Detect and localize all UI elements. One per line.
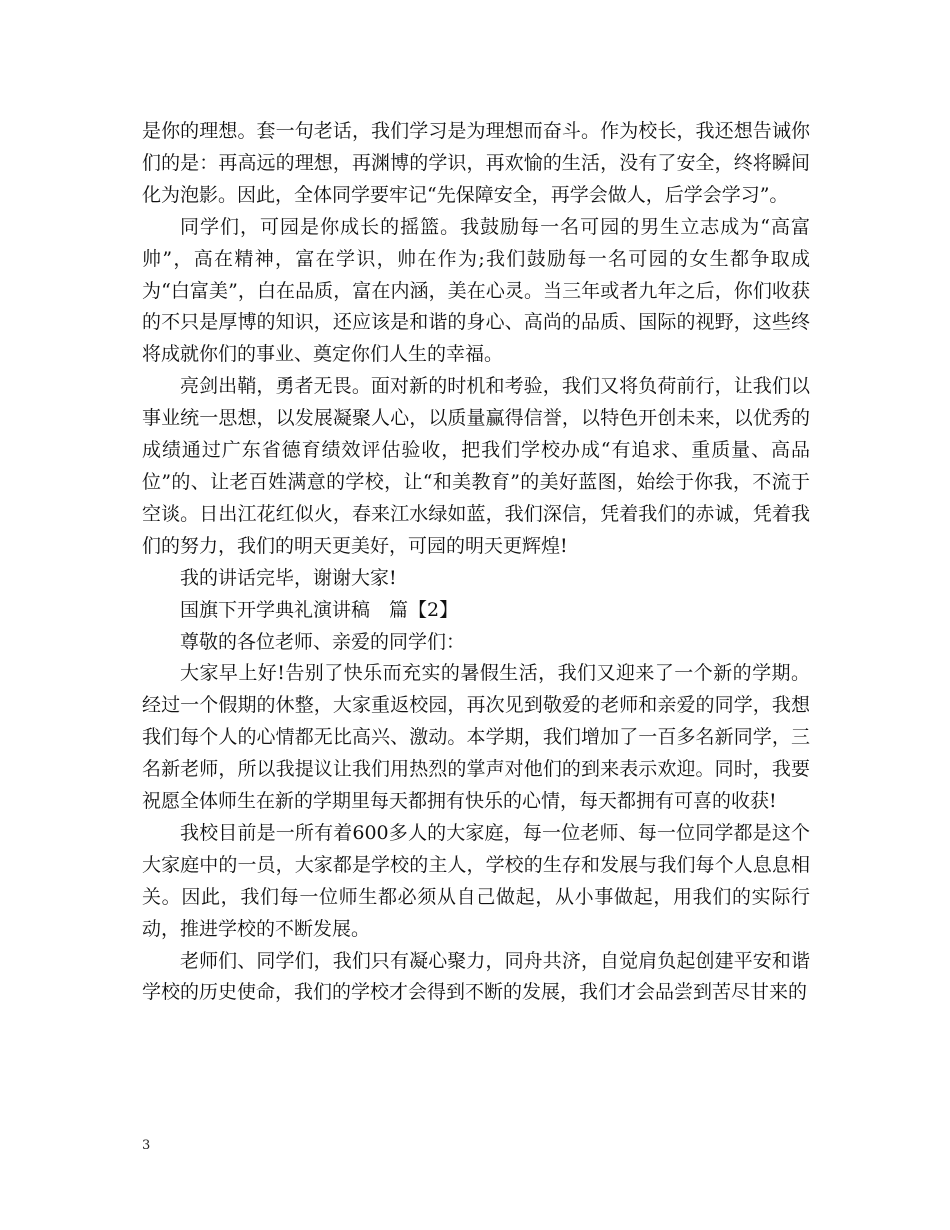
paragraph-7: 大家早上好!告别了快乐而充实的暑假生活，我们又迎来了一个新的学期。经过一个假期的休整，大家重返校园，再次见到敬爱的老师和亲爱的同学，我想我们每个人的心情都无比高兴、激动。本学期，我们增加了一百多名新同学，三名新老师，所以我提议让我们用热烈的掌声对他们的到来表示欢迎。同时，我要祝愿全体师生在新的学期里每天都拥有快乐的心情，每天都拥有可喜的收获! bbox=[142, 662, 810, 813]
paragraph-2: 同学们，可园是你成长的摇篮。我鼓励每一名可园的男生立志成为“高富帅”，高在精神，富在学识，帅在作为;我们鼓励每一名可园的女生都争取成为“白富美”，白在品质，富在内涵，美在心灵。当三年或者九年之后，你们收获的不只是厚博的知识，还应该是和谐的身心、高尚的品质、国际的视野，这些终将成就你们的事业、奠定你们人生的幸福。 bbox=[142, 215, 810, 366]
paragraph-9: 老师们、同学们，我们只有凝心聚力，同舟共济，自觉肩负起创建平安和谐学校的历史使命，我们的学校才会得到不断的发展，我们才会品尝到苦尽甘来的 bbox=[142, 949, 810, 1004]
salutation: 尊敬的各位老师、亲爱的同学们： bbox=[180, 630, 466, 653]
paragraph-4: 我的讲话完毕，谢谢大家! bbox=[180, 566, 397, 589]
section-heading: 国旗下开学典礼演讲稿 篇【2】 bbox=[180, 598, 459, 621]
paragraph-1: 是你的理想。套一句老话，我们学习是为理想而奋斗。作为校长，我还想告诫你们的是：再高远的理想，再渊博的学识，再欢愉的生活，没有了安全，终将瞬间化为泡影。因此，全体同学要牢记“先保障安全，再学会做人，后学会学习”。 bbox=[142, 120, 810, 206]
paragraph-3: 亮剑出鞘，勇者无畏。面对新的时机和考验，我们又将负荷前行，让我们以事业统一思想，以发展凝聚人心，以质量赢得信誉，以特色开创未来，以优秀的成绩通过广东省德育绩效评估验收，把我们学校办成“有追求、重质量、高品位”的、让老百姓满意的学校，让“和美教育”的美好蓝图，始绘于你我，不流于空谈。日出江花红似火，春来江水绿如蓝，我们深信，凭着我们的赤诚，凭着我们的努力，我们的明天更美好，可园的明天更辉煌! bbox=[142, 375, 810, 557]
page-number: 3 bbox=[142, 1138, 151, 1153]
paragraph-8: 我校目前是一所有着600多人的大家庭，每一位老师、每一位同学都是这个大家庭中的一员，大家都是学校的主人，学校的生存和发展与我们每个人息息相关。因此，我们每一位师生都必须从自己做起，从小事做起，用我们的实际行动，推进学校的不断发展。 bbox=[142, 821, 810, 940]
page-body bbox=[142, 116, 810, 1009]
